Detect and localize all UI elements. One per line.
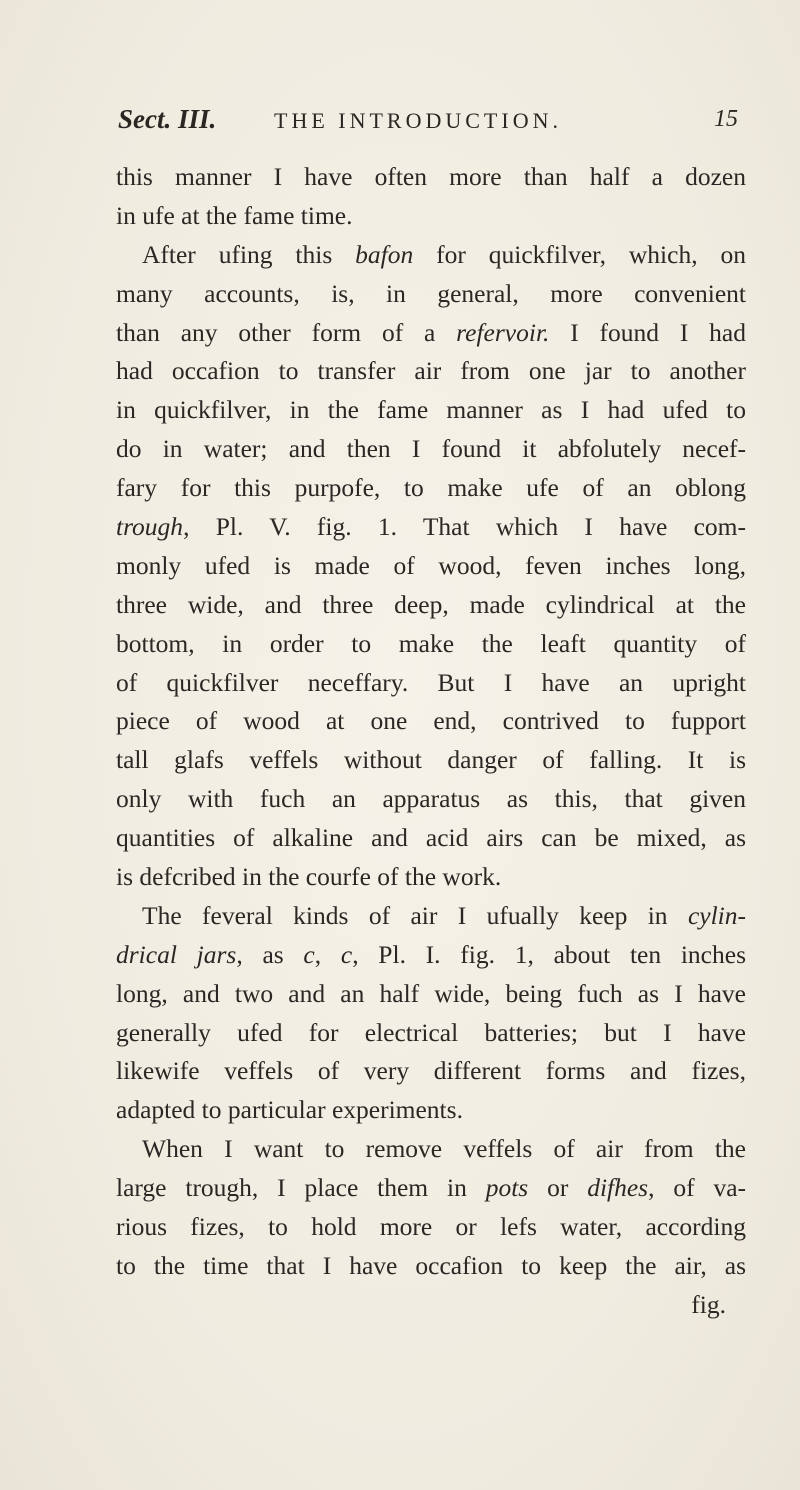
text-line <box>116 936 746 975</box>
text-run: , as <box>236 939 304 969</box>
text-run: fig. <box>691 1289 726 1319</box>
italic-term: pots <box>485 1173 529 1203</box>
text-line <box>116 702 746 741</box>
text-run: rious fizes, to hold more or lefs water, according <box>116 1212 746 1242</box>
text-run: than any other form of a <box>116 317 457 347</box>
text-run: , Pl. V. fig. 1. That which I have com- <box>183 512 746 542</box>
text-run: bottom, in order to make the leaft quantity of <box>116 628 746 658</box>
text-line <box>116 236 746 275</box>
text-line <box>116 625 746 664</box>
italic-term: c <box>340 939 353 969</box>
running-title: THE INTRODUCTION. <box>274 108 562 133</box>
text-line <box>116 1014 746 1053</box>
text-run: in ufe at the fame time. <box>116 200 353 230</box>
text-line <box>116 430 746 469</box>
text-line <box>116 1169 746 1208</box>
text-line <box>116 508 746 547</box>
italic-term: refervoir. <box>456 317 550 347</box>
text-line <box>116 664 746 703</box>
text-run: When I want to remove veffels of air from the <box>142 1134 746 1164</box>
text-line <box>116 352 746 391</box>
italic-term: cylin- <box>687 900 746 930</box>
italic-term: bafon <box>355 239 414 269</box>
text-run: long, and two and an half wide, being fuch as I have <box>116 978 746 1008</box>
text-line <box>116 391 746 430</box>
text-run: The feveral kinds of air I ufually keep in <box>142 900 688 930</box>
text-line <box>116 158 746 197</box>
text-line <box>116 1052 746 1091</box>
text-line <box>116 469 746 508</box>
text-line <box>116 275 746 314</box>
running-head <box>118 104 742 144</box>
text-run: to the time that I have occafion to keep the air, as <box>116 1250 746 1280</box>
text-run: of quickfilver neceffary. But I have an upright <box>116 667 746 697</box>
text-run: , of va- <box>648 1173 746 1203</box>
italic-term: drical jars <box>116 939 237 969</box>
text-run: for quickfilver, which, on <box>413 239 746 269</box>
text-run: do in water; and then I found it abfolutely necef- <box>116 434 746 464</box>
text-line <box>116 1130 746 1169</box>
italic-term: difhes <box>587 1173 649 1203</box>
text-run: tall glafs veffels without danger of falling. It is <box>116 745 746 775</box>
text-run: many accounts, is, in general, more convenient <box>116 278 746 308</box>
text-line <box>116 314 746 353</box>
text-run: , Pl. I. fig. 1, about ten inches <box>352 939 746 969</box>
text-run: had occafion to transfer air from one jar to another <box>116 356 746 386</box>
text-line <box>116 547 746 586</box>
text-line <box>116 975 746 1014</box>
text-line <box>116 197 746 236</box>
italic-term: c <box>303 939 315 969</box>
section-marker: Sect. III. <box>118 104 217 134</box>
text-run: likewife veffels of very different forms and fizes, <box>116 1056 746 1086</box>
text-run: three wide, and three deep, made cylindrical at the <box>116 589 746 619</box>
text-line <box>116 741 746 780</box>
text-run: I found I had <box>549 317 746 347</box>
text-run: quantities of alkaline and acid airs can be mixed, as <box>116 823 746 853</box>
text-run: in quickfilver, in the fame manner as I had ufed to <box>116 395 746 425</box>
text-line <box>116 858 746 897</box>
text-line <box>116 819 746 858</box>
text-run: is defcribed in the courfe of the work. <box>116 862 502 892</box>
text-line <box>116 897 746 936</box>
text-run: After ufing this <box>142 239 356 269</box>
catchword <box>116 1286 746 1325</box>
text-run: or <box>528 1173 588 1203</box>
text-run: piece of wood at one end, contrived to fupport <box>116 706 746 736</box>
text-run: generally ufed for electrical batteries; but I have <box>116 1017 746 1047</box>
body-text <box>116 158 746 1325</box>
text-run: this manner I have often more than half a dozen <box>116 162 746 191</box>
text-run: , <box>314 939 341 969</box>
page-number: 15 <box>714 106 738 132</box>
text-run: large trough, I place them in <box>116 1173 486 1203</box>
text-run: fary for this purpofe, to make ufe of an oblong <box>116 473 746 503</box>
text-line <box>116 1247 746 1286</box>
text-run: monly ufed is made of wood, feven inches long, <box>116 550 746 580</box>
text-line <box>116 780 746 819</box>
text-line <box>116 586 746 625</box>
text-run: adapted to particular experiments. <box>116 1095 463 1125</box>
text-run: only with fuch an apparatus as this, that given <box>116 784 746 814</box>
text-line <box>116 1208 746 1247</box>
text-line <box>116 1091 746 1130</box>
italic-term: trough <box>116 512 184 542</box>
